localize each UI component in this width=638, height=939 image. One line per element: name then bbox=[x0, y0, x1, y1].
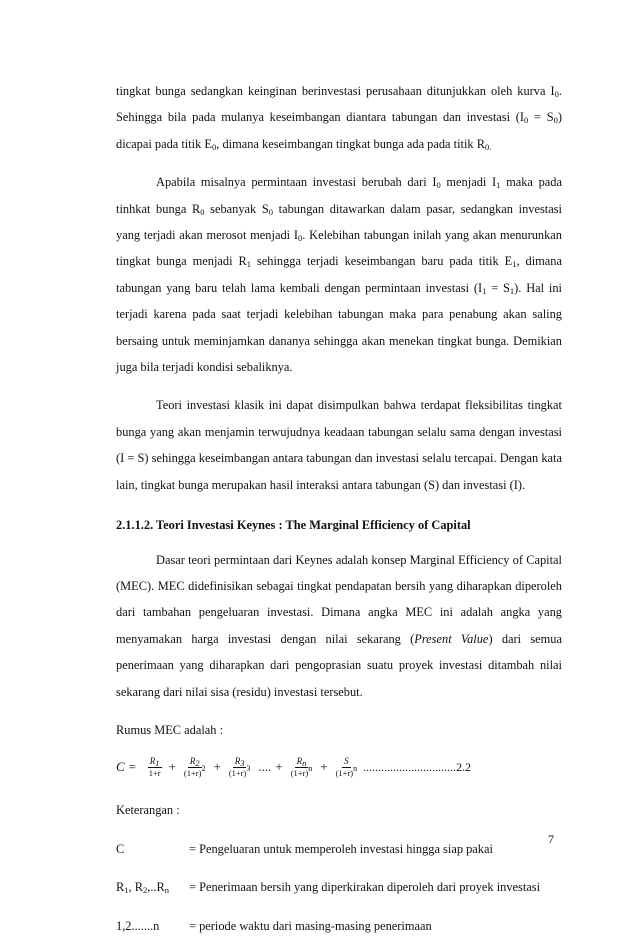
page-content bbox=[116, 78, 562, 939]
paragraph-4: Dasar teori permintaan dari Keynes adalah konsep Marginal Efficiency of Capital (MEC). MEC didefinisikan sebagai tingkat pendapatan bersih yang diharapkan diperoleh dari tambahan pengeluaran investasi. Dimana angka MEC ini adalah angka yang menyamakan harga investasi dengan nilai sekarang (Present Value) dari semua penerimaan yang diharapkan dari pengoprasian suatu proyek investasi ditambah nilai sekarang dari nilai sisa (residu) investasi tersebut. bbox=[116, 552, 563, 699]
formula-lhs: C = bbox=[116, 759, 137, 775]
section-heading: 2.1.1.2. Teori Investasi Keynes : The Marginal Efficiency of Capital bbox=[116, 518, 471, 533]
definition-row-n: 1,2.......n = periode waktu dari masing-masing penerimaan bbox=[116, 918, 432, 933]
formula-term-3: $\frac{R_3}{(1+r)^3}$ bbox=[228, 755, 251, 778]
formula-term-1: $\frac{R_1}{1+r}$ bbox=[148, 755, 161, 778]
formula-intro: Rumus MEC adalah : bbox=[116, 722, 224, 737]
formula-term-4: $\frac{R_n}{(1+r)^n}$ bbox=[290, 755, 313, 778]
mec-formula: C = $\frac{R_1}{1+r}$ + $\frac{R_2}{(1+r)^2}$ + $\frac{R_3}{(1+r)^3}$ .... + $\frac{R_n}{(1+r)^n}$ + $\frac{S}{(1+r)^n}$ ...............................2.2 bbox=[116, 749, 562, 785]
definition-row-r: $R_1$, $R_2,..R_n$ = Penerimaan bersih yang diperkirakan diperoleh dari proyek investasi bbox=[116, 880, 541, 896]
keterangan-label: Keterangan : bbox=[116, 803, 180, 818]
definition-row-c: C = Pengeluaran untuk memperoleh investasi hingga siap pakai bbox=[116, 841, 493, 856]
page-number: 7 bbox=[548, 832, 554, 846]
formula-term-2: $\frac{R_2}{(1+r)^2}$ bbox=[183, 755, 206, 778]
paragraph-2: Apabila misalnya permintaan investasi berubah dari $I_0$ menjadi $I_1$ maka pada tinhkat bunga $R_0$ sebanyak $S_0$ tabungan ditawarkan dalam pasar, sedangkan investasi yang terjadi akan merosot menjadi $I_0$. Kelebihan tabungan inilah yang akan menurunkan tingkat bunga menjadi $R_1$ sehingga terjadi keseimbangan baru pada titik $E_1$, dimana tabungan yang baru telah lama kembali dengan permintaan investasi $(I_1 = S_1)$. Hal ini terjadi karena pada saat terjadi kelebihan tabungan maka para penabung akan saling bersaing untuk meminjamkan dananya sehingga akan menekan tingkat bunga. Demikian juga bila terjadi kondisi sebaliknya. bbox=[116, 175, 563, 375]
paragraph-3: Teori investasi klasik ini dapat disimpulkan bahwa terdapat fleksibilitas tingkat bunga yang akan menjamin terwujudnya keadaan tabungan selalu sama dengan investasi (I = S) sehingga keseimbangan antara tabungan dan investasi selalu tercapai. Dengan kata lain, tingkat bunga merupakan hasil interaksi antara tabungan (S) dan investasi (I). bbox=[116, 398, 562, 492]
formula-term-5: $\frac{S}{(1+r)^n}$ bbox=[335, 755, 358, 778]
paragraph-1: tingkat bunga sedangkan keinginan berinvestasi perusahaan ditunjukkan oleh kurva $I_0$. Sehingga bila pada mulanya keseimbangan diantara tabungan dan investasi $(I_0 = S_0)$ dicapai pada titik $E_0$, dimana keseimbangan tingkat bunga ada pada titik $R_{0.}$ bbox=[116, 84, 563, 152]
equation-number: ...............................2.2 bbox=[363, 760, 472, 775]
